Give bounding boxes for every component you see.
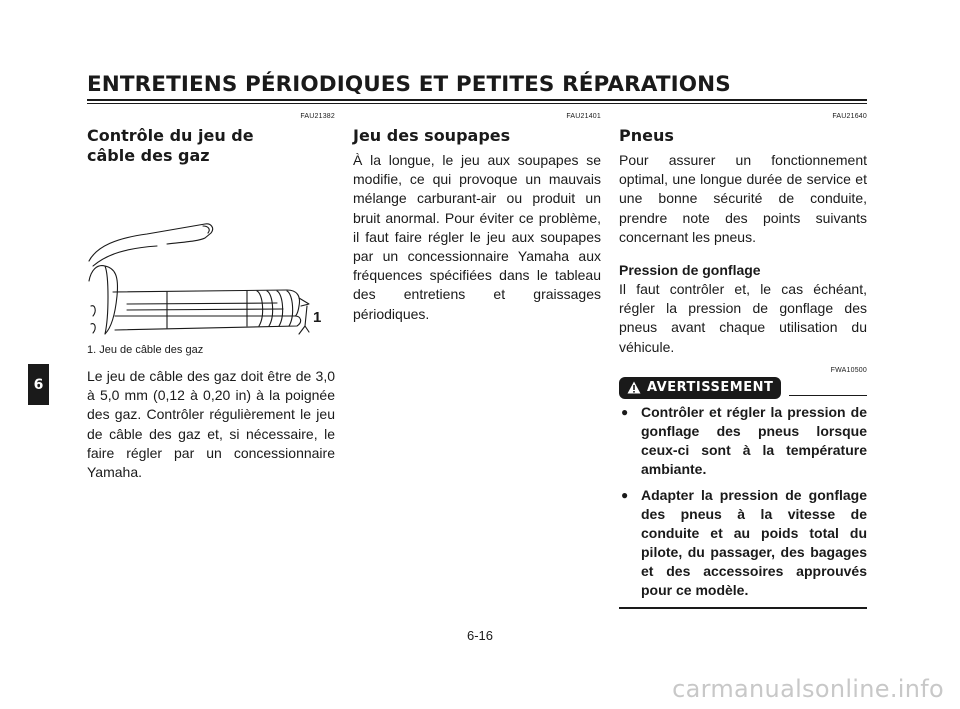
section-title-line1: Contrôle du jeu de (87, 126, 254, 145)
warning-list (619, 403, 867, 600)
warning-item (619, 486, 867, 600)
warning-header (619, 377, 867, 399)
warning-code: FWA10500 (830, 366, 867, 374)
warning-triangle-icon (627, 381, 641, 394)
bullet-icon: ● (621, 404, 629, 419)
subsection-title: Pression de gonflage (619, 262, 761, 279)
header-rule-thin (87, 103, 867, 104)
column-tires (619, 113, 867, 609)
warning-badge (619, 377, 781, 399)
column-valve-clearance (353, 113, 601, 324)
section-title: Jeu des soupapes (353, 126, 511, 145)
warning-label: AVERTISSEMENT (647, 380, 774, 396)
warning-end-rule (619, 607, 867, 609)
subsection-body: Il faut contrôler et, le cas échéant, régler la pression de gonflage des pneus avant chaque utilisation du véhicule. (619, 281, 867, 355)
bullet-icon: ● (621, 487, 629, 502)
warning-block (619, 367, 867, 609)
section-body: Pour assurer un fonctionnement optimal, une longue durée de service et une bonne sécurité de conduite, prendre note des points suivants concernant les pneus. (619, 152, 867, 245)
warning-text: Adapter la pression de gonflage des pneus à la vitesse de conduite et au poids total du pilote, du passager, des bagages et des accessoires approuvés pour ce modèle. (641, 486, 867, 598)
section-body: Le jeu de câble des gaz doit être de 3,0 à 5,0 mm (0,12 à 0,20 in) à la poignée des gaz. Contrôler régulièrement le jeu de câble des gaz et, si nécessaire, le faire régler par un concessionnaire Yamaha. (87, 368, 335, 481)
chapter-tab: 6 (28, 364, 49, 405)
section-body: À la longue, le jeu aux soupapes se modifie, ce qui provoque un mauvais mélange carburant-air ou produit un bruit anormal. Pour éviter ce problème, il faut faire régler le jeu aux soupapes par un concessionnaire Yamaha aux fréquences spécifiées dans le tableau des entretiens et graissages périodiques. (353, 152, 601, 322)
figure-caption: 1. Jeu de câble des gaz (87, 344, 204, 356)
section-code: FAU21382 (300, 113, 335, 120)
section-title (87, 126, 335, 166)
column-throttle-cable (87, 113, 335, 482)
watermark: carmanualsonline.info (672, 675, 944, 703)
page-number: 6-16 (466, 628, 494, 643)
warning-item (619, 403, 867, 479)
throttle-grip-illustration (87, 166, 335, 341)
throttle-grip-figure (87, 166, 335, 341)
header-rule (87, 99, 867, 101)
page-header-title: ENTRETIENS PÉRIODIQUES ET PETITES RÉPARATIONS (87, 72, 731, 97)
section-title-line2: câble des gaz (87, 146, 210, 165)
figure-callout-number: 1 (313, 309, 322, 326)
warning-header-line (789, 395, 867, 396)
section-code: FAU21401 (566, 113, 601, 120)
section-code: FAU21640 (832, 113, 867, 120)
warning-text: Contrôler et régler la pression de gonflage des pneus lorsque ceux-ci sont à la température ambiante. (641, 403, 867, 477)
section-title: Pneus (619, 126, 674, 145)
